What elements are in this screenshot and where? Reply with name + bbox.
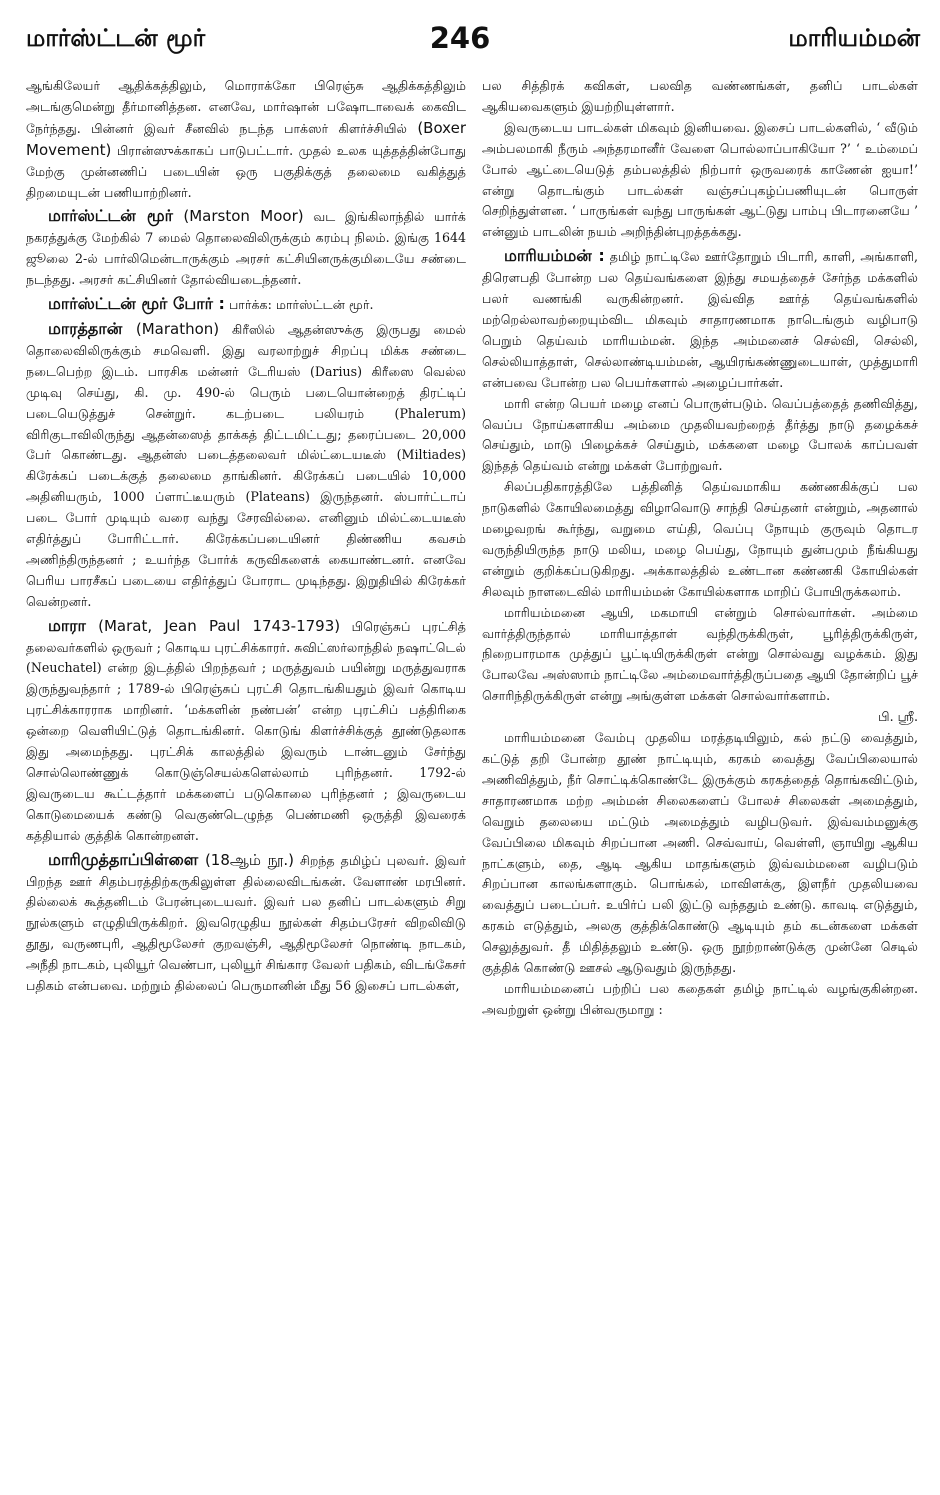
running-head-right: மாரியம்மன் [788, 24, 920, 52]
entry-headword: மாரா [48, 615, 86, 635]
paragraph: மாரியம்மனை வேம்பு முதலிய மரத்தடியிலும், கல் நட்டு வைத்தும், கட்டுத் தறி போன்ற தூண் நாட்டியும், கரகம் வைத்து வேப்பிலையால் அணிவித்தும், நீர் சொட்டிக்கொண்டே இருக்கும் கரகத்தைத் தொங்கவிட்டும், சாதாரணமாக மற்ற அம்மன் சிலைகளைப் போலச் சிலைகள் அமைத்தும், வெறும் தலையை மட்டும் அமைத்தும் வழிபடுவர். இவ்வம்மனுக்கு வேப்பிலை மிகவும் சிறப்பான அணி. செவ்வாய், வெள்ளி, ஞாயிறு ஆகிய நாட்களும், தை, ஆடி ஆகிய மாதங்களும் இவ்வம்மனை வழிபடும் சிறப்பான காலங்களாகும். பொங்கல், மாவிளக்கு, இளநீர் முதலியவை வைத்துப் படைப்பர். உயிர்ப் பலி இட்டு வந்ததும் உண்டு. காவடி எடுத்தும், கரகம் எடுத்தும், அலகு குத்திக்கொண்டு ஆடியும் தம் கடன்களை மக்கள் செலுத்துவர். தீ மிதித்தலும் உண்டு. ஒரு நூற்றாண்டுக்கு முன்னே செடில் குத்திக் கொண்டு ஊசல் ஆடுவதும் இருந்தது. [482, 730, 918, 976]
latin-term: (Boxer Movement) [26, 118, 466, 159]
paragraph: இவருடைய பாடல்கள் மிகவும் இனியவை. இசைப் பாடல்களில், ‘ வீடும் அம்பலமாகி நீரும் அந்தரமானீர் வேளை பொல்லாப்பாகியோ ?’ ‘ உம்மைப் போல் ஆட்டையெடுத் தம்பலத்தில் நிற்பார் ஒருவரைக் காணேன் ஐயா!’ என்று தொடங்கும் பாடல்கள் வஞ்சப்புகழ்ப்பணியுடன் பொருள் செறிந்துள்ளன. ‘ பாருங்கள் வந்து பாருங்கள் ஆட்டுது பாம்பு பிடாரனையே ’ என்னும் பாடலின் நயம் அறிந்தின்புறத்தக்கது. [482, 119, 918, 240]
author-signature: பி. ஸ்ரீ. [878, 709, 918, 725]
page-number: 246 [429, 21, 491, 55]
running-head-left: மார்ஸ்ட்டன் மூர் [26, 24, 206, 52]
continued-paragraph: ஆங்கிலேயர் ஆதிக்கத்திலும், மொராக்கோ பிரெஞ்சு ஆதிக்கத்திலும் அடங்குமென்று தீர்மானித்தன. எனவே, மார்ஷான் பஷோடாவைக் கைவிட நேர்ந்தது. பின்னர் இவர் சீனவில் நடந்த பாக்ஸர் கிளர்ச்சியில் (Boxer Movement) பிரான்ஸுக்காகப் பாடுபட்டார். முதல் உலக யுத்தத்தின்போது மேற்கு முன்னணிப் படையின் ஒரு பகுதிக்குத் தலைமை வகித்துத் திறமையுடன் பணியாற்றினர். [26, 78, 466, 200]
entry-marimuthapillai: மாரிமுத்தாப்பிள்ளை (18ஆம் நூ.) சிறந்த தமிழ்ப் புலவர். இவர் பிறந்த ஊர் சிதம்பரத்திற்கருகிலுள்ள தில்லைவிடங்கன். வேளாண் மரபினர். தில்லைக் கூத்தனிடம் பேரன்புடையவர். இவர் பல தனிப் பாடல்களும் சிறு நூல்களும் எழுதியிருக்கிறர். இவரெழுதிய நூல்கள் சிதம்பரேசர் விறலிவிடு தூது, வருணபுரி, ஆதிமூலேசர் குறவஞ்சி, ஆதிமூலேசர் நொண்டி நாடகம், அநீதி நாடகம், புலியூர் வெண்பா, புலியூர் சிங்கார வேலர் பதிகம், விடங்கேசர் பதிகம் என்பவை. மற்றும் தில்லைப் பெருமானின் மீது 56 இசைப் பாடல்கள், [26, 849, 466, 994]
continued-paragraph: பல சித்திரக் கவிகள், பலவித வண்ணங்கள், தனிப் பாடல்கள் ஆகியவைகளும் இயற்றியுள்ளார். [482, 78, 918, 114]
entry-headword: மாரத்தான் [48, 318, 123, 338]
entry-marston-moor-battle: மார்ஸ்ட்டன் மூர் போர் : பார்க்க: மார்ஸ்ட்டன் மூர். [48, 294, 374, 314]
paragraph: மாரியம்மனை ஆயி, மகமாயி என்றும் சொல்வார்கள். அம்மை வார்த்திருந்தால் மாரியாத்தாள் வந்திருக்கிருள், பூரித்திருக்கிருள், நிறைபாரமாக முத்துப் பூட்டியிருக்கிருள் என்று சொல்வது வழக்கம். இது போலவே அஸ்ஸாம் நாட்டிலே அம்மைவார்த்திருப்பதை ஆயி தோன்றிப் பூச் சொரிந்திருக்கிருள் என்று அங்குள்ள மக்கள் சொல்வார்களாம். [482, 604, 918, 704]
paragraph: மாரியம்மனைப் பற்றிப் பல கதைகள் தமிழ் நாட்டில் வழங்குகின்றன. அவற்றுள் ஒன்று பின்வருமாறு : [482, 980, 918, 1017]
paragraph: மாரி என்ற பெயர் மழை எனப் பொருள்படும். வெப்பத்தைத் தணிவித்து, வெப்ப நோய்களாகிய அம்மை முதலியவற்றைத் தீர்த்து நாடு தழைக்கச் செய்தும், மாடு பிழைக்கச் செய்தும், மக்களை மழை போலக் காப்பவள் இந்தத் தெய்வம் என்று மக்கள் போற்றுவர். [482, 395, 918, 474]
entry-marathon: மாரத்தான் (Marathon) கிரீஸில் ஆதன்ஸுக்கு இருபது மைல் தொலைவிலிருக்கும் சமவெளி. இது வரலாற்றுச் சிறப்பு மிக்க சண்டை நடைபெற்ற இடம். பாரசிக மன்னர் டேரியஸ் (Darius) கிரீஸை வெல்ல முடிவு செய்து, கி. மு. 490-ல் பெரும் படையொன்றைத் திரட்டிப் படையெடுத்துச் சென்றுர். கடற்படை பலியரம் (Phalerum) விரிகுடாவிலிருந்து ஆதன்ஸைத் தாக்கத் திட்டமிட்டது; தரைப்படை 20,000 பேர் கொண்டது. ஆதன்ஸ் படைத்தலைவர் மில்ட்டையடீஸ் (Miltiades) கிரேக்கப் படைக்குத் தலைமை தாங்கினர். கிரேக்கப் படையில் 10,000 அதினியரும், 1000 ப்ளாட்டீயரும் (Plateans) இருந்தனர். ஸ்பார்ட்டாப் படை போர் முடியும் வரை வந்து சேரவில்லை. எனினும் மில்ட்டையடீஸ் எதிர்த்துப் போரிட்டார். கிரேக்கப்படையினர் திண்ணிய கவசம் அணிந்திருந்தனர் ; உயர்ந்த போர்க் கருவிகளைக் கையாண்டனர். எனவே பெரிய பாரசீகப் படையை எதிர்த்துப் போராட முடிந்தது. இறுதியில் கிரேக்கர் வென்றனர். [26, 318, 466, 609]
entry-headword: மாரிமுத்தாப்பிள்ளை [48, 849, 199, 869]
page-header [0, 10, 940, 60]
entry-headword: மார்ஸ்ட்டன் மூர் [48, 206, 174, 226]
entry-marston-moor: மார்ஸ்ட்டன் மூர் (Marston Moor) வட இங்கிலாந்தில் யார்க் நகரத்துக்கு மேற்கில் 7 மைல் தொலைவிலிருக்கும் கரம்பு நிலம். இங்கு 1644 ஜூலை 2-ல் பார்லிமென்டாருக்கும் அரசர் கட்சியினருக்குமிடையே சண்டை நடந்தது. அரசர் கட்சியினர் தோல்வியடைந்தனர். [26, 206, 466, 288]
left-column [26, 76, 466, 1486]
entry-headword: மாரியம்மன் : [504, 246, 605, 266]
paragraph: சிலப்பதிகாரத்திலே பத்தினித் தெய்வமாகிய கண்ணகிக்குப் பல நாடுகளில் கோயிலமைத்து விழாவொடு சாந்தி செய்தனர் என்றும், அதனால் மழைவறங் கூர்ந்து, வறுமை எய்தி, வெப்பு நோயும் குருவும் தொடர வருந்தியிருந்த நாடு மலிய, மழை பெய்து, நோயும் துன்பமும் நீங்கியது என்றும் குறிக்கப்படுகிறது. அக்காலத்தில் உண்டான கண்ணகி கோயில்கள் சிலவும் நாளடைவில் மாரியம்மன் கோயில்களாக மாறிப் போயிருக்கலாம். [482, 479, 918, 599]
latin-term: (Marat, Jean Paul 1743-1793) [85, 616, 341, 635]
entry-headword: மார்ஸ்ட்டன் மூர் போர் : [48, 294, 225, 314]
latin-term: (Marathon) [122, 319, 220, 338]
right-column [482, 76, 918, 1486]
latin-term: (Marston Moor) [173, 207, 304, 226]
entry-marat: மாரா (Marat, Jean Paul 1743-1793) பிரெஞ்சுப் புரட்சித் தலைவர்களில் ஒருவர் ; கொடிய புரட்சிக்காரர். சுவிட்ஸர்லாந்தில் நஷாட்டெல் (Neuchatel) என்ற இடத்தில் பிறந்தவர் ; மருத்துவம் பயின்று மருத்துவராக இருந்துவந்தார் ; 1789-ல் பிரெஞ்சுப் புரட்சி தொடங்கியதும் இவர் கொடிய புரட்சிக்காரராக மாறினர். ‘மக்களின் நண்பன்’ என்ற புரட்சிப் பத்திரிகை ஒன்றை வெளியிட்டுத் தொடங்கினர். கொடுங் கிளர்ச்சிக்குத் தூண்டுதலாக இது அமைந்தது. புரட்சிக் காலத்தில் இவரும் டான்டனும் சேர்ந்து சொல்லொண்ணுக் கொடுஞ்செயல்களெல்லாம் புரிந்தனர். 1792-ல் இவருடைய கூட்டத்தார் மக்களைப் படுகொலை புரிந்தனர் ; இவருடைய கொடுமையைக் கண்டு வெகுண்டெழுந்த பெண்மணி ஒருத்தி இவரைக் கத்தியால் குத்திக் கொன்றனள். [26, 615, 466, 843]
entry-mariamman: மாரியம்மன் : தமிழ் நாட்டிலே ஊர்தோறும் பிடாரி, காளி, அங்காளி, திரௌபதி போன்ற பல தெய்வங்களை இந்து சமயத்தைச் சேர்ந்த மக்களில் பலர் வணங்கி வருகின்றனர். இவ்வித ஊர்த் தெய்வங்களில் மற்றெல்லாவற்றையும்விட மிகவும் சாதாரணமாக நாடெங்கும் வழிபாடு பெறும் தெய்வம் மாரியம்மன். இந்த அம்மனைச் செல்வி, செல்லி, செல்லியாத்தாள், செல்லாண்டியம்மன், ஆயிரங்கண்ணுடையாள், முத்துமாரி என்பவை போன்ற பல பெயர்களால் அழைப்பார்கள். [482, 246, 918, 390]
latin-term: (18ஆம் நூ.) [198, 850, 295, 869]
